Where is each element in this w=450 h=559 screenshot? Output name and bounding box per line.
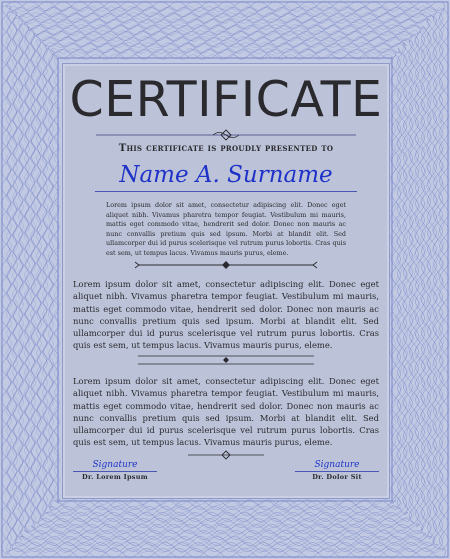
- signature-block-left: [67, 460, 163, 481]
- signature-label-right: Dr. Dolor Sit: [312, 473, 362, 481]
- ornament-divider-bottom: [63, 450, 389, 460]
- signature-block-right: [289, 460, 385, 481]
- presented-to-text: This certificate is proudly presented to: [118, 143, 334, 154]
- name-underline: [95, 191, 357, 192]
- body-paragraph-2: Lorem ipsum dolor sit amet, consectetur adipiscing elit. Donec eget aliquet nibh. Vivamus pharetra tempor feugiat. Vestibulum mi mauris, mattis eget commodo vitae, hendrerit sed dolor. Donec non mauris ac nunc convallis pretium quis sed ipsum. Morbi at blandit elit. Sed ullamcorper dui id purus scelerisque vel rutrum purus lobortis. Cras quis est sem, ut tempus lacus. Vivamus mauris purus, eleme.: [73, 376, 379, 448]
- signature-line-right: [295, 471, 379, 472]
- certificate-title: CERTIFICATE: [69, 71, 383, 128]
- signature-script-right: Signature: [314, 460, 360, 470]
- signature-label-left: Dr. Lorem Ipsum: [82, 473, 148, 481]
- ornament-divider-1: [63, 259, 389, 271]
- signature-script-left: Signature: [92, 460, 138, 470]
- body-paragraph-1: Lorem ipsum dolor sit amet, consectetur adipiscing elit. Donec eget aliquet nibh. Vivamus pharetra tempor feugiat. Vestibulum mi mauris, mattis eget commodo vitae, hendrerit sed dolor. Donec non mauris ac nunc convallis pretium quis sed ipsum. Morbi at blandit elit. Sed ullamcorper dui id purus scelerisque vel rutrum purus lobortis. Cras quis est sem, ut tempus lacus. Vivamus mauris purus, eleme.: [73, 279, 379, 351]
- recipient-name: Name A. Surname: [119, 162, 333, 188]
- certificate-panel: [62, 63, 390, 499]
- signature-line-left: [73, 471, 157, 472]
- intro-paragraph: Lorem ipsum dolor sit amet, consectetur adipiscing elit. Donec eget aliquet nibh. Vivamus pharetra tempor feugiat. Vestibulum mi mauris, mattis eget commodo vitae, hendrerit sed dolor. Donec non mauris ac nunc convallis pretium quis sed ipsum. Morbi at blandit elit. Sed ullamcorper dui id purus scelerisque vel rutrum purus lobortis. Cras quis est sem, ut tempus lacus. Vivamus mauris purus, eleme.: [106, 201, 346, 257]
- ornament-divider-2: [63, 353, 389, 367]
- ornament-divider-top: [63, 129, 389, 141]
